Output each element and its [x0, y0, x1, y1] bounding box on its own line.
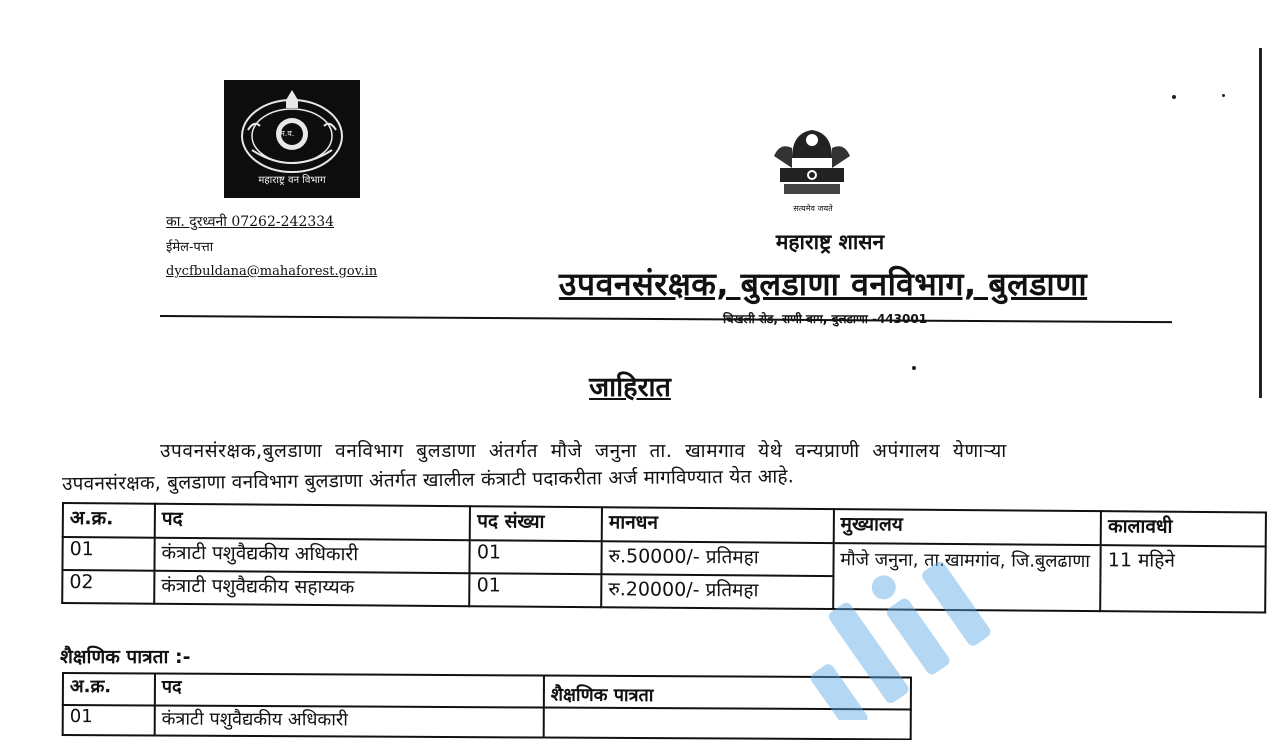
email-address: dycfbuldana@mahaforest.gov.in: [166, 264, 378, 279]
email-label: ईमेल-पत्ता: [166, 240, 214, 255]
government-name: महाराष्ट्र शासन: [775, 230, 885, 254]
logo-badge-text: म.व.: [280, 129, 295, 138]
cell-post: कंत्राटी पशुवैद्यकीय अधिकारी: [155, 705, 544, 737]
column-header-remuneration: मानधन: [602, 507, 834, 543]
column-header-serial: अ.क्र.: [63, 503, 155, 538]
cell-serial: 02: [62, 570, 154, 604]
office-address: चिखली रोड, राणी बाग, बुलडाणा -443001: [722, 312, 928, 326]
office-title: उपवनसंरक्षक, बुलडाणा वनविभाग, बुलडाणा: [558, 265, 1088, 303]
header-divider: [160, 315, 1172, 323]
qualification-table: [62, 672, 912, 740]
notice-paragraph-line-2: उपवनसंरक्षक, बुलडाणा वनविभाग बुलडाणा अंतर्गत खालील कंत्राटी पदाकरीता अर्ज मागविण्यात येत आहे.: [61, 465, 795, 495]
notice-heading: जाहिरात: [589, 372, 671, 403]
logo-caption: महाराष्ट्र वन विभाग: [258, 175, 326, 186]
cell-qualification: [544, 708, 911, 740]
cell-serial: 01: [62, 537, 154, 571]
column-header-serial: अ.क्र.: [63, 673, 155, 705]
column-header-post: पद: [155, 673, 544, 707]
column-header-duration: कालावधी: [1101, 511, 1266, 546]
emblem-motto: सत्यमेव जयते: [793, 204, 833, 213]
column-header-headquarters: मुख्यालय: [833, 509, 1101, 545]
cell-count: 01: [470, 540, 602, 574]
table-header-row: [63, 673, 911, 709]
column-header-qualification: शैक्षणिक पात्रता: [544, 676, 911, 710]
column-header-count: पद संख्या: [470, 506, 602, 541]
scan-speck: [1172, 95, 1176, 99]
cell-headquarters: मौजे जनुना, ता.खामगांव, जि.बुलढाणा: [833, 543, 1101, 611]
cell-post: कंत्राटी पशुवैद्यकीय अधिकारी: [154, 538, 470, 573]
notice-paragraph-line-1: उपवनसंरक्षक,बुलडाणा वनविभाग बुलडाणा अंतर्गत मौजे जनुना ता. खामगाव येथे वन्यप्राणी अपंगालय येणाऱ्या: [160, 440, 1007, 462]
phone-number: का. दुरध्वनी 07262-242334: [166, 214, 335, 230]
table-row: [63, 705, 911, 739]
cell-post: कंत्राटी पशुवैद्यकीय सहाय्यक: [154, 571, 470, 606]
posts-table: [61, 502, 1267, 613]
cell-count: 01: [469, 573, 601, 607]
cell-duration: 11 महिने: [1100, 545, 1265, 612]
cell-serial: 01: [63, 705, 155, 735]
column-header-post: पद: [155, 504, 471, 540]
qualification-label: शैक्षणिक पात्रता :-: [60, 646, 191, 668]
scan-speck: [1222, 94, 1225, 97]
cell-remuneration: रु.20000/- प्रतिमहा: [601, 574, 833, 609]
cell-remuneration: रु.50000/- प्रतिमहा: [601, 541, 833, 576]
scan-speck: [912, 366, 916, 370]
page-edge-line: [1259, 48, 1262, 398]
